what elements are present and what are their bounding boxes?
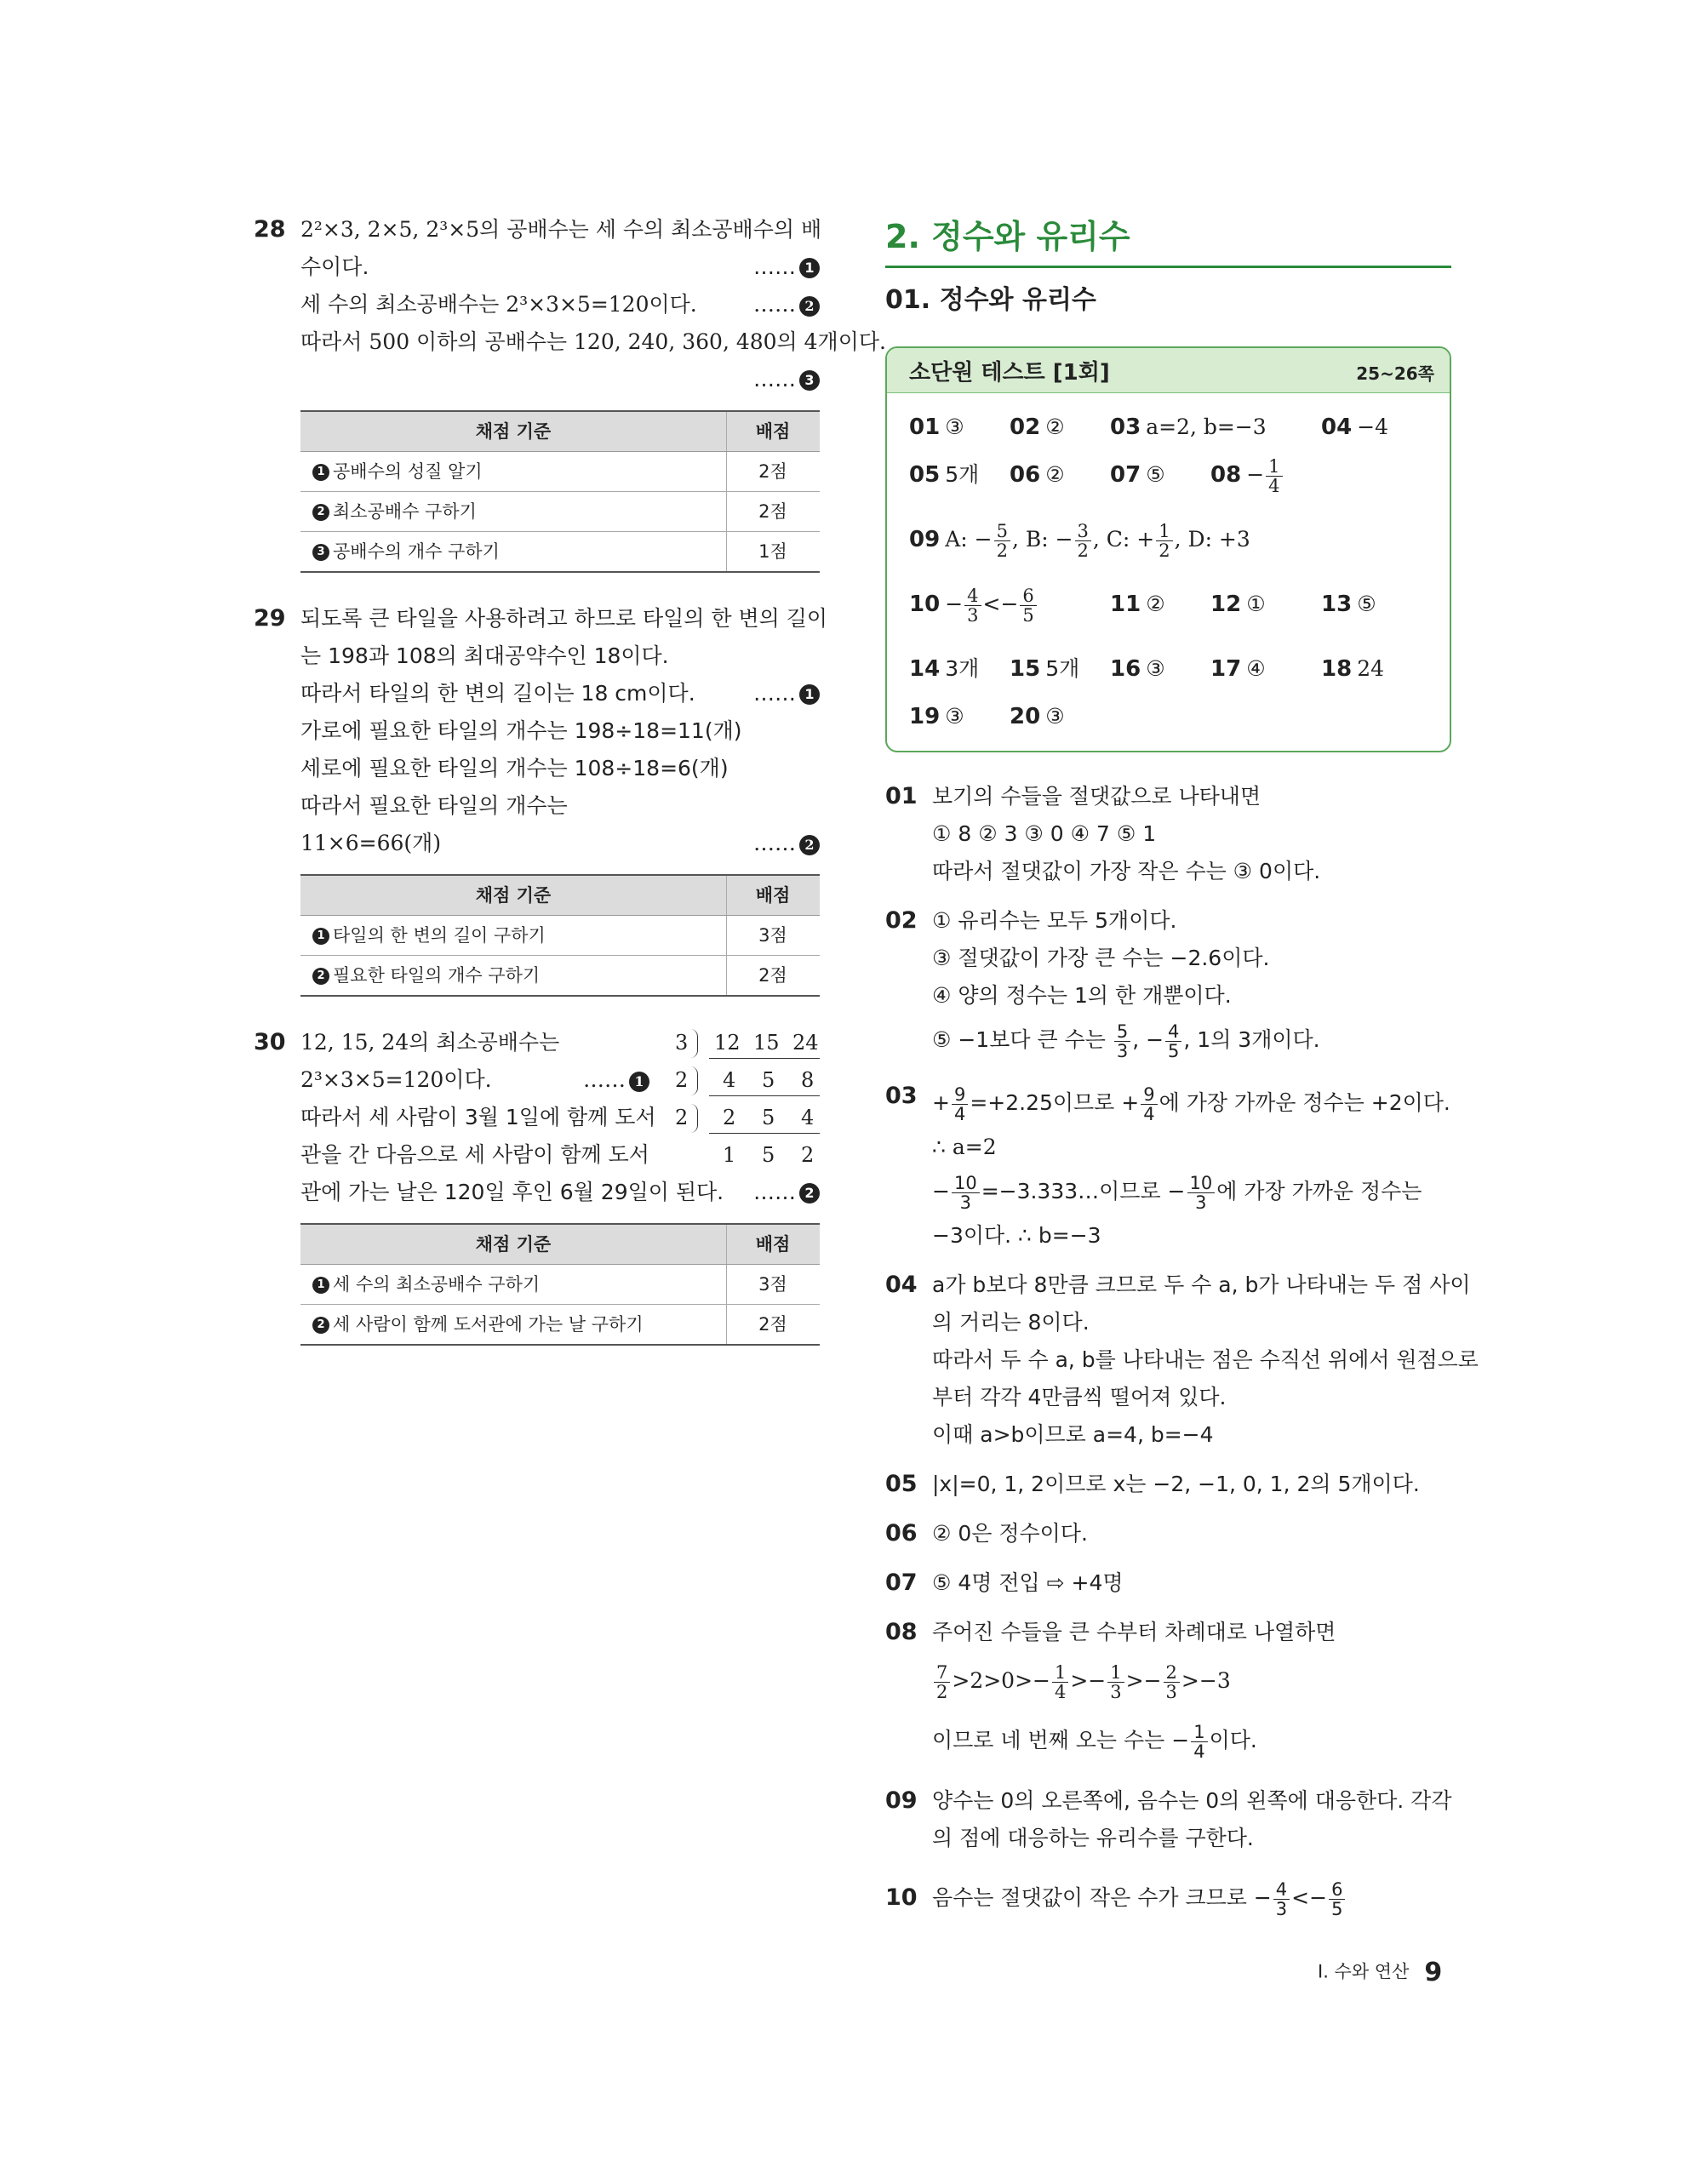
step-2-icon: 2 [799, 296, 820, 317]
step-2-icon: 2 [799, 835, 820, 855]
text-line: ⑤ −1보다 큰 수는 $\frac{5}{3}$ , − $\frac{4}{5}$ , 1의 3개이다. [932, 1021, 1320, 1061]
header-points: 배점 [727, 1224, 821, 1265]
value: 5 [762, 1106, 775, 1129]
step-1-icon: 1 [629, 1072, 649, 1092]
text-line: |x|=0, 1, 2이므로 x는 −2, −1, 0, 1, 2의 5개이다. [932, 1472, 1420, 1496]
text-line [300, 361, 820, 398]
answer-19: 19 ③ [909, 704, 964, 729]
value: 24 [792, 1031, 819, 1055]
answer-row [909, 582, 1433, 647]
step-3-icon: 3 [799, 370, 820, 391]
points: 2점 [727, 956, 821, 997]
text: 따라서 타일의 한 변의 길이는 18 cm이다. [300, 681, 695, 706]
text: 수이다. [300, 254, 369, 279]
bracket [690, 1066, 698, 1095]
right-column [885, 211, 1479, 1939]
problem-30 [254, 1024, 820, 1346]
step-3-icon: 3 [312, 544, 329, 561]
fraction: $\frac{1}{4}$ [1266, 457, 1282, 495]
text-line: 2²×3, 2×5, 2³×5의 공배수는 세 수의 최소공배수의 배 [300, 217, 822, 242]
answer-17: 17 ④ [1210, 656, 1266, 682]
answer-18: 18 24 [1321, 656, 1384, 682]
answer-row [909, 647, 1433, 695]
text-line: ① 유리수는 모두 5개이다. [932, 908, 1177, 933]
problem-number: 29 [254, 605, 286, 632]
answer-row [909, 517, 1433, 582]
step-2-icon: 2 [312, 968, 329, 985]
text-line: 이므로 네 번째 오는 수는 − $\frac{1}{4}$ 이다. [932, 1721, 1257, 1762]
value: 8 [801, 1068, 815, 1092]
solution-number: 02 [885, 907, 918, 934]
answer-08: 08 − $\frac{1}{4}$ [1210, 453, 1284, 497]
points: 2점 [727, 492, 821, 532]
answer-15: 15 5개 [1010, 656, 1080, 682]
value: 15 [753, 1031, 780, 1055]
text-line: 의 거리는 8이다. [932, 1310, 1090, 1335]
step-2-icon: 2 [312, 1317, 329, 1334]
text-line: 따라서 500 이하의 공배수는 120, 240, 360, 480의 4개이다. [300, 329, 886, 354]
answer-06: 06 ② [1010, 462, 1065, 488]
table-row [300, 1265, 820, 1305]
table-row [300, 532, 820, 573]
answer-10: 10 − $\frac{4}{3}$ <− $\frac{6}{5}$ [909, 582, 1038, 626]
step-1-icon: 1 [799, 684, 820, 705]
text-line: 관을 간 다음으로 세 사람이 함께 도서 [300, 1142, 649, 1167]
text-line: 세로에 필요한 타일의 개수는 108÷18=6(개) [300, 756, 729, 780]
answer-box-title: 소단원 테스트 [1회] [909, 360, 1110, 386]
text-line: 이때 a>b이므로 a=4, b=−4 [932, 1422, 1214, 1447]
step-1-icon: 1 [312, 928, 329, 945]
solution-10 [885, 1869, 1451, 1927]
value: 1 [723, 1143, 736, 1167]
answer-07: 07 ⑤ [1110, 462, 1165, 488]
text-line [300, 286, 820, 323]
solution-number: 03 [885, 1083, 918, 1109]
division-row [675, 1061, 820, 1099]
answer-box-header [887, 348, 1450, 393]
text-line: − $\frac{10}{3}$ =−3.333…이므로 − $\frac{10}{3}$ 에 가장 가까운 정수는 [932, 1172, 1422, 1213]
text-line: ① 8 ② 3 ③ 0 ④ 7 ⑤ 1 [932, 821, 1157, 846]
points: 2점 [727, 1305, 821, 1346]
text-line: 의 점에 대응하는 유리수를 구한다. [932, 1826, 1254, 1850]
solution-number: 01 [885, 783, 918, 809]
answer-13: 13 ⑤ [1321, 592, 1376, 617]
table-row [300, 956, 820, 997]
solution-number: 04 [885, 1272, 918, 1298]
step-marker [753, 1174, 820, 1211]
answer-row [909, 405, 1433, 453]
answer-11: 11 ② [1110, 592, 1165, 617]
dots: …… [753, 292, 796, 317]
divisor: 2 [675, 1106, 689, 1129]
text-line: 따라서 두 수 a, b를 나타내는 점은 수직선 위에서 원점으로 [932, 1347, 1479, 1372]
step-marker [753, 361, 820, 398]
answer-box-body [887, 393, 1450, 751]
chapter-title: 2. 정수와 유리수 [885, 211, 1451, 268]
scoring-table [300, 410, 820, 573]
answer-09: 09 A: − $\frac{5}{2}$ , B: − $\frac{3}{2}$ , C: + $\frac{1}{2}$ , D: +3 [909, 521, 1250, 561]
text-line: a가 b보다 8만큼 크므로 두 수 a, b가 나타내는 두 점 사이 [932, 1272, 1471, 1297]
value: 4 [801, 1106, 815, 1129]
criteria: 타일의 한 변의 길이 구하기 [333, 925, 546, 946]
text-line [300, 249, 820, 286]
step-2-icon: 2 [799, 1183, 820, 1203]
step-marker [753, 825, 820, 862]
value: 5 [762, 1068, 775, 1092]
dots: …… [753, 1180, 796, 1204]
text-line: + $\frac{9}{4}$ =+2.25이므로 + $\frac{9}{4}$ 에 가장 가까운 정수는 +2이다. [932, 1083, 1450, 1124]
text: 2³×3×5=120이다. [300, 1067, 492, 1092]
text-line [300, 675, 820, 712]
text: 11×6=66(개) [300, 831, 442, 855]
value: 12 [714, 1031, 741, 1055]
header-criteria: 채점 기준 [300, 1224, 727, 1265]
text-line: 12, 15, 24의 최소공배수는 [300, 1030, 560, 1055]
value: 2 [723, 1106, 736, 1129]
divider-line [709, 1095, 820, 1096]
problem-number: 30 [254, 1029, 286, 1055]
text-line [300, 1174, 820, 1211]
answer-row [909, 453, 1433, 517]
text-line: −3이다. ∴ b=−3 [932, 1223, 1101, 1248]
criteria: 세 사람이 함께 도서관에 가는 날 구하기 [333, 1314, 644, 1335]
criteria: 필요한 타일의 개수 구하기 [333, 965, 541, 986]
text-line: 주어진 수들을 큰 수부터 차례대로 나열하면 [932, 1620, 1336, 1644]
solution-number: 08 [885, 1619, 918, 1645]
text-line: $\frac{7}{2}$ >2>0>− $\frac{1}{4}$ >− $\frac{1}{3}$ >− $\frac{2}{3}$ >−3 [932, 1651, 1451, 1711]
problem-28 [254, 211, 886, 573]
points: 1점 [727, 532, 821, 573]
text-line: 따라서 세 사람이 3월 1일에 함께 도서 [300, 1105, 656, 1129]
step-marker [753, 286, 820, 323]
criteria: 세 수의 최소공배수 구하기 [333, 1274, 541, 1295]
left-column [254, 211, 886, 1373]
page-number: 9 [1424, 1958, 1443, 1987]
scoring-table [300, 1223, 820, 1346]
text-line [300, 825, 820, 862]
text-line: 따라서 필요한 타일의 개수는 [300, 793, 568, 818]
divisor: 2 [675, 1068, 689, 1092]
solution-06 [885, 1515, 1451, 1552]
solution-08 [885, 1614, 1451, 1770]
text-line: 음수는 절댓값이 작은 수가 크므로 − $\frac{4}{3}$ <− $\frac{6}{5}$ [932, 1869, 1451, 1927]
dots: …… [753, 681, 796, 706]
points: 2점 [727, 452, 821, 492]
solution-number: 07 [885, 1569, 918, 1596]
page-footer [1318, 1958, 1442, 1987]
solution-04 [885, 1266, 1479, 1454]
criteria: 공배수의 개수 구하기 [333, 541, 500, 562]
text-line: ③ 절댓값이 가장 큰 수는 −2.6이다. [932, 946, 1270, 970]
answer-box [885, 346, 1451, 752]
text-line [300, 1061, 649, 1099]
page-range: 25~26쪽 [1356, 363, 1434, 384]
answer-row [909, 695, 1433, 739]
text-line: 양수는 0의 오른쪽에, 음수는 0의 왼쪽에 대응한다. 각각 [932, 1788, 1452, 1813]
solution-07 [885, 1564, 1451, 1602]
solution-number: 05 [885, 1471, 918, 1497]
problem-29 [254, 600, 828, 997]
dots: …… [583, 1067, 626, 1092]
solution-number: 10 [885, 1884, 918, 1911]
step-2-icon: 2 [312, 504, 329, 521]
answer-02: 02 ② [1010, 415, 1065, 440]
answer-05: 05 5개 [909, 462, 980, 488]
header-points: 배점 [727, 411, 821, 452]
step-1-icon: 1 [799, 258, 820, 278]
problem-number: 28 [254, 216, 286, 243]
text: 세 수의 최소공배수는 2³×3×5=120이다. [300, 292, 697, 317]
answer-12: 12 ① [1210, 592, 1266, 617]
solution-number: 09 [885, 1787, 918, 1814]
table-row [300, 916, 820, 956]
solution-01 [885, 778, 1451, 890]
step-1-icon: 1 [312, 1277, 329, 1294]
value: 5 [762, 1143, 775, 1167]
text-line: 부터 각각 4만큼씩 떨어져 있다. [932, 1385, 1227, 1409]
divisor: 3 [675, 1031, 689, 1055]
table-row [300, 492, 820, 532]
text-line: 는 198과 108의 최대공약수인 18이다. [300, 643, 669, 668]
text-line: ∴ a=2 [932, 1135, 997, 1159]
solution-03 [885, 1078, 1451, 1255]
solution-05 [885, 1466, 1451, 1503]
header-points: 배점 [727, 875, 821, 916]
answer-04: 04 −4 [1321, 415, 1389, 440]
unit-label: I. 수와 연산 [1318, 1961, 1410, 1982]
scoring-table [300, 874, 820, 997]
solution-02 [885, 902, 1451, 1066]
header-criteria: 채점 기준 [300, 875, 727, 916]
dots: …… [753, 367, 796, 392]
dots: …… [753, 254, 796, 279]
solution-number: 06 [885, 1520, 918, 1547]
criteria: 최소공배수 구하기 [333, 501, 477, 522]
answer-20: 20 ③ [1010, 704, 1065, 729]
answer-03: 03 a=2, b=−3 [1110, 415, 1267, 440]
solution-09 [885, 1782, 1451, 1857]
table-row [300, 1305, 820, 1346]
step-marker [753, 249, 820, 286]
criteria: 공배수의 성질 알기 [333, 461, 483, 482]
answer-14: 14 3개 [909, 656, 980, 682]
section-title: 01. 정수와 유리수 [885, 285, 1096, 315]
text-line: 따라서 절댓값이 가장 작은 수는 ③ 0이다. [932, 859, 1321, 883]
table-row [300, 452, 820, 492]
header-criteria: 채점 기준 [300, 411, 727, 452]
text-line: 되도록 큰 타일을 사용하려고 하므로 타일의 한 변의 길이 [300, 606, 828, 631]
value: 4 [723, 1068, 736, 1092]
points: 3점 [727, 916, 821, 956]
value: 2 [801, 1143, 815, 1167]
text: 관에 가는 날은 120일 후인 6월 29일이 된다. [300, 1180, 724, 1204]
text-line: ② 0은 정수이다. [932, 1521, 1088, 1546]
dots: …… [753, 831, 796, 855]
step-1-icon: 1 [312, 464, 329, 481]
text-line: 가로에 필요한 타일의 개수는 198÷18=11(개) [300, 718, 742, 743]
step-marker [753, 675, 820, 712]
text-line: 보기의 수들을 절댓값으로 나타내면 [932, 784, 1262, 809]
text-line: ④ 양의 정수는 1의 한 개뿐이다. [932, 983, 1232, 1008]
points: 3점 [727, 1265, 821, 1305]
answer-16: 16 ③ [1110, 656, 1165, 682]
answer-01: 01 ③ [909, 415, 964, 440]
step-marker [583, 1061, 649, 1099]
text-line: ⑤ 4명 전입 ⇨ +4명 [932, 1570, 1124, 1595]
